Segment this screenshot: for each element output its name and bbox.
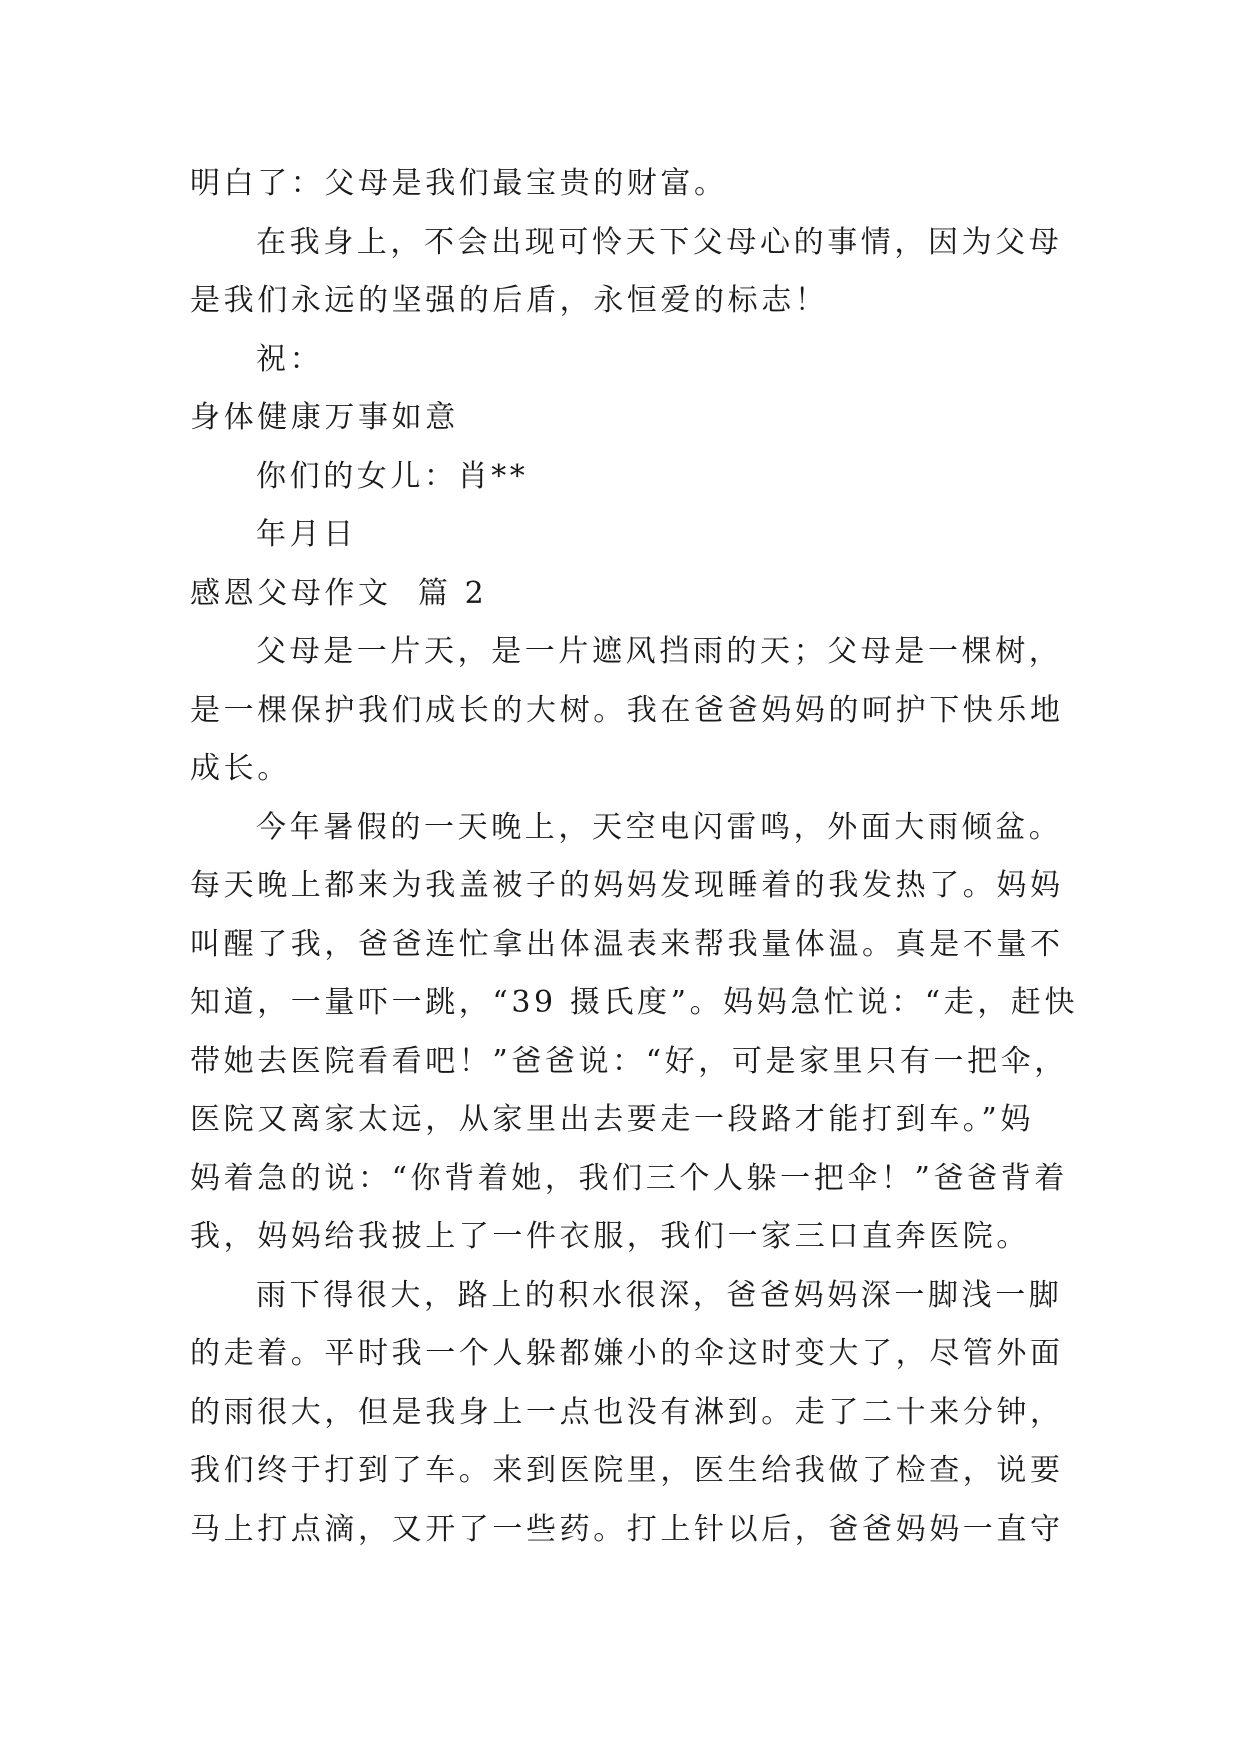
text-line: 我，妈妈给我披上了一件衣服，我们一家三口直奔医院。 xyxy=(190,1219,1030,1254)
text-line: 的雨很大，但是我身上一点也没有淋到。走了二十来分钟， xyxy=(190,1394,1064,1430)
text-line: 带她去医院看看吧！”爸爸说：“好，可是家里只有一把伞， xyxy=(190,1043,1068,1079)
text-line: 妈着急的说：“你背着她，我们三个人躲一把伞！”爸爸背着 xyxy=(190,1160,1068,1196)
text-line: 父母是一片天，是一片遮风挡雨的天；父母是一棵树， xyxy=(256,634,1063,669)
text-line: 医院又离家太远，从家里出去要走一段路才能打到车。”妈 xyxy=(190,1102,1034,1137)
text-line: 的走着。平时我一个人躲都嫌小的伞这时变大了，尽管外面 xyxy=(190,1336,1064,1371)
text-line: 是一棵保护我们成长的大树。我在爸爸妈妈的呵护下快乐地 xyxy=(190,692,1064,728)
text-line: 成长。 xyxy=(190,751,291,786)
wish-line: 身体健康万事如意 xyxy=(190,400,459,435)
signature-line: 你们的女儿：肖** xyxy=(256,458,529,494)
text-line: 每天晚上都来为我盖被子的妈妈发现睡着的我发热了。妈妈 xyxy=(190,868,1064,903)
text-line: 在我身上，不会出现可怜天下父母心的事情，因为父母 xyxy=(256,224,1063,260)
text-line: 雨下得很大，路上的积水很深，爸爸妈妈深一脚浅一脚 xyxy=(256,1277,1063,1313)
text-line: 马上打点滴，又开了一些药。打上针以后，爸爸妈妈一直守 xyxy=(190,1511,1064,1547)
text-line: 叫醒了我，爸爸连忙拿出体温表来帮我量体温。真是不量不 xyxy=(190,926,1064,962)
text-line: 明白了：父母是我们最宝贵的财富。 xyxy=(190,166,728,201)
text-line: 知道，一量吓一跳，“39 摄氏度”。妈妈急忙说：“走，赶快 xyxy=(190,985,1079,1020)
salutation-line: 祝： xyxy=(256,341,324,377)
section-heading: 感恩父母作文 篇 2 xyxy=(190,575,488,611)
text-line: 是我们永远的坚强的后盾，永恒爱的标志！ xyxy=(190,283,829,318)
date-line: 年月日 xyxy=(256,517,357,552)
document-page xyxy=(190,155,1079,1559)
text-line: 我们终于打到了车。来到医院里，医生给我做了检查，说要 xyxy=(190,1453,1064,1488)
text-line: 今年暑假的一天晚上，天空电闪雷鸣，外面大雨倾盆。 xyxy=(256,809,1063,845)
